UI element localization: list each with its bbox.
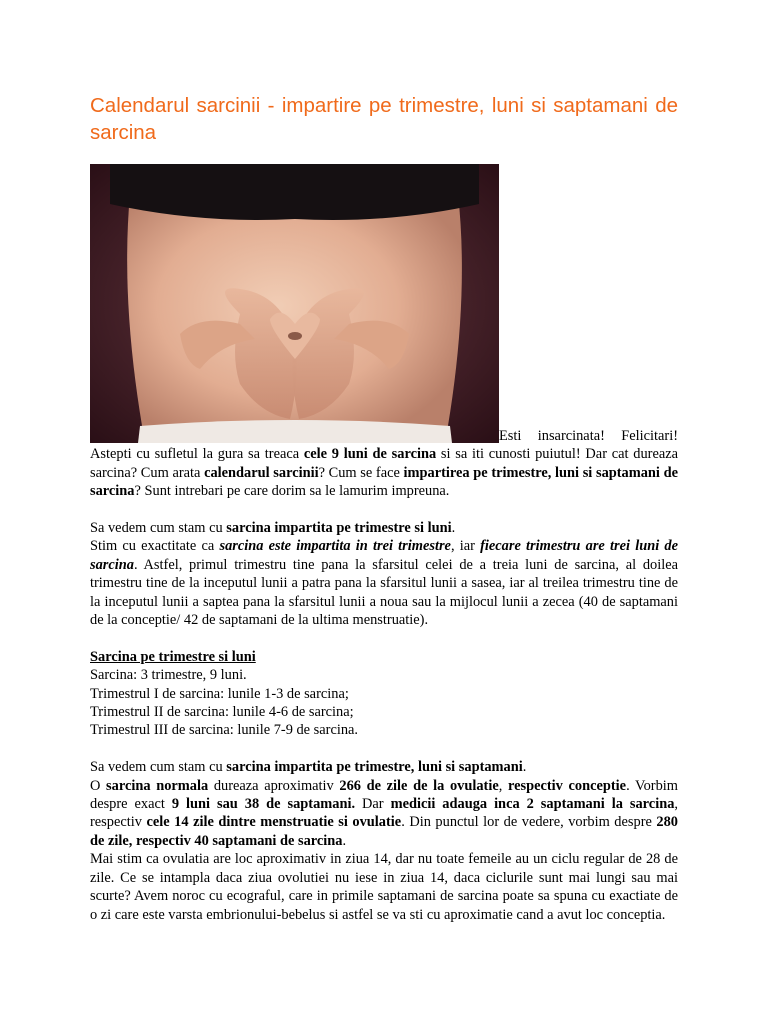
list-item: Trimestrul II de sarcina: lunile 4-6 de sarcina; <box>90 704 354 721</box>
list-item: Sarcina: 3 trimestre, 9 luni. <box>90 667 247 684</box>
belly-heart-hands-image <box>90 164 499 443</box>
pregnant-belly-photo <box>90 164 499 443</box>
article-body <box>90 427 678 924</box>
list-item: Trimestrul III de sarcina: lunile 7-9 de sarcina. <box>90 722 359 739</box>
paragraph-duration: O sarcina normala dureaza aproximativ 266 de zile de la ovulatie, respectiv conceptie. Vorbim despre exact 9 luni sau 38 de saptamani. Dar medicii adauga inca 2 saptamani la sarcina, respectiv cele 14 zile dintre menstruatie si ovulatie. Din punctul lor de vedere, vorbim despre 280 de zile, respectiv 40 saptamani de sarcina. <box>90 777 678 849</box>
list-heading: Sarcina pe trimestre si luni <box>90 648 256 665</box>
list-item: Trimestrul I de sarcina: lunile 1-3 de sarcina; <box>90 685 349 702</box>
page-title: Calendarul sarcinii - impartire pe trimestre, luni si saptamani de sarcina <box>90 94 678 144</box>
paragraph-trimesters-intro: Sa vedem cum stam cu sarcina impartita pe trimestre si luni. <box>90 520 456 537</box>
paragraph-ovulation: Mai stim ca ovulatia are loc aproximativ in ziua 14, dar nu toate femeile au un ciclu regular de 28 de zile. Ce se intampla daca ziua ovolutiei nu iese in ziua 14, daca ciclurile sunt mai lungi sau mai scurte? Avem noroc cu ecograful, care in primile saptamani de sarcina poate sa spuna cu exactiate de o zi care este varsta embrionului-bebelus si astfel se va sti cu aproximatie cand a avut loc conceptia. <box>90 851 678 923</box>
paragraph-trimesters-detail: Stim cu exactitate ca sarcina este impartita in trei trimestre, iar fiecare trimestru are trei luni de sarcina. Astfel, primul trimestru tine pana la sfarsitul celei de a treia luni de sarcina, al doilea trimestru tine de la inceputul lunii a patra pana la sfarsitul lunii a sasea, iar al treilea trimestru tine de la inceputul lunii a saptea pana la sfarsitul lunii a noua sau la mijlocul lunii a zecea (40 de saptamani de la conceptie/ 42 de saptamani de la ultima menstruatie). <box>90 538 678 629</box>
intro-paragraph: Esti insarcinata! Felicitari! Astepti cu sufletul la gura sa treaca cele 9 luni de sarcina si sa iti cunosti puiutul! Dar cat dureaza sarcina? Cum arata calendarul sarcinii? Cum se face impartirea pe trimestre, luni si saptamani de sarcina? Sunt intrebari pe care dorim sa le lamurim impreuna. <box>90 428 678 500</box>
paragraph-weeks-intro: Sa vedem cum stam cu sarcina impartita pe trimestre, luni si saptamani. <box>90 759 527 776</box>
